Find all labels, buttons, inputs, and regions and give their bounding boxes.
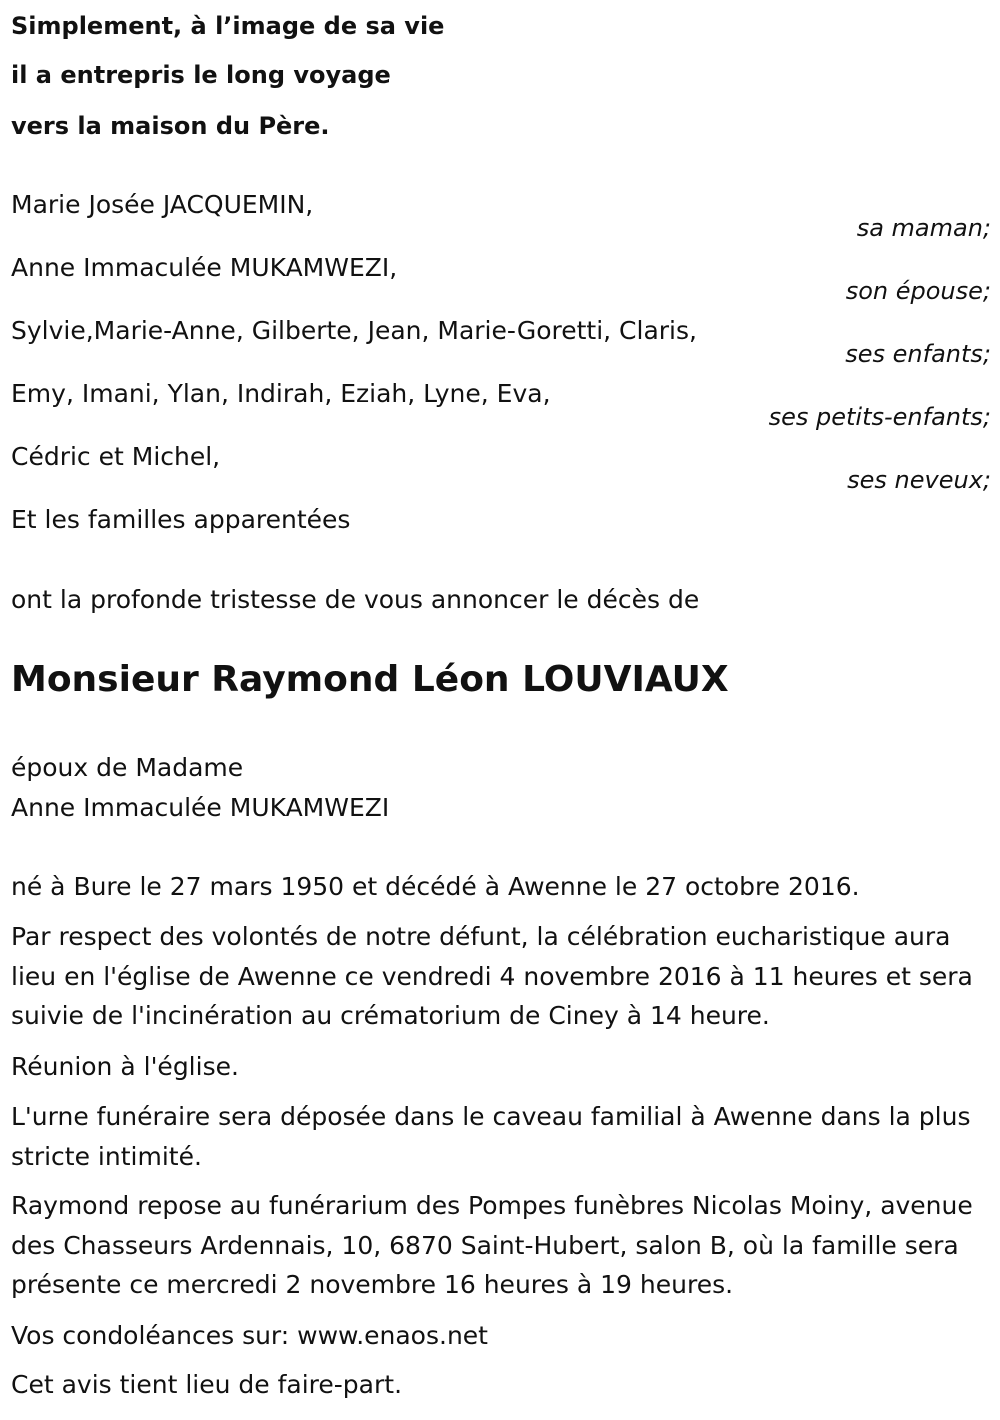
family-member-names: Anne Immaculée MUKAMWEZI,	[11, 253, 398, 282]
meeting-paragraph: Réunion à l'église.	[11, 1052, 239, 1081]
urn-paragraph: L'urne funéraire sera déposée dans le caveau familial à Awenne dans la plus stricte intimité.	[11, 1102, 971, 1171]
family-member-role: ses petits-enfants;	[768, 403, 991, 431]
funeral-home-paragraph: Raymond repose au funérarium des Pompes funèbres Nicolas Moiny, avenue des Chasseurs Ardennais, 10, 6870 Saint-Hubert, salon B, où la famille sera présente ce mercredi 2 novembre 16 heures à 19 heures.	[11, 1191, 973, 1299]
announcement-text: ont la profonde tristesse de vous annoncer le décès de	[11, 585, 700, 614]
related-families: Et les familles apparentées	[11, 505, 351, 534]
spouse-intro: époux de Madame	[11, 753, 244, 782]
family-member-role: sa maman;	[856, 214, 991, 242]
family-member-names: Emy, Imani, Ylan, Indirah, Eziah, Lyne, Eva,	[11, 379, 551, 408]
birth-death-dates: né à Bure le 27 mars 1950 et décédé à Awenne le 27 octobre 2016.	[11, 872, 860, 901]
spouse-name: Anne Immaculée MUKAMWEZI	[11, 793, 390, 822]
verse-line-1: Simplement, à l’image de sa vie	[11, 12, 445, 40]
verse-line-3: vers la maison du Père.	[11, 112, 330, 140]
deceased-name: Monsieur Raymond Léon LOUVIAUX	[11, 659, 729, 700]
family-member-role: son épouse;	[845, 277, 991, 305]
ceremony-paragraph: Par respect des volontés de notre défunt, la célébration eucharistique aura lieu en l'église de Awenne ce vendredi 4 novembre 2016 à 11 heures et sera suivie de l'incinération au crématorium de Ciney à 14 heure.	[11, 922, 973, 1030]
notice-line: Cet avis tient lieu de faire-part.	[11, 1370, 403, 1399]
family-member-role: ses neveux;	[847, 466, 991, 494]
family-member-names: Marie Josée JACQUEMIN,	[11, 190, 314, 219]
condolences-line: Vos condoléances sur: www.enaos.net	[11, 1321, 488, 1350]
verse-line-2: il a entrepris le long voyage	[11, 61, 391, 89]
family-member-names: Sylvie,Marie-Anne, Gilberte, Jean, Marie-Goretti, Claris,	[11, 316, 697, 345]
family-member-role: ses enfants;	[845, 340, 991, 368]
family-member-names: Cédric et Michel,	[11, 442, 221, 471]
